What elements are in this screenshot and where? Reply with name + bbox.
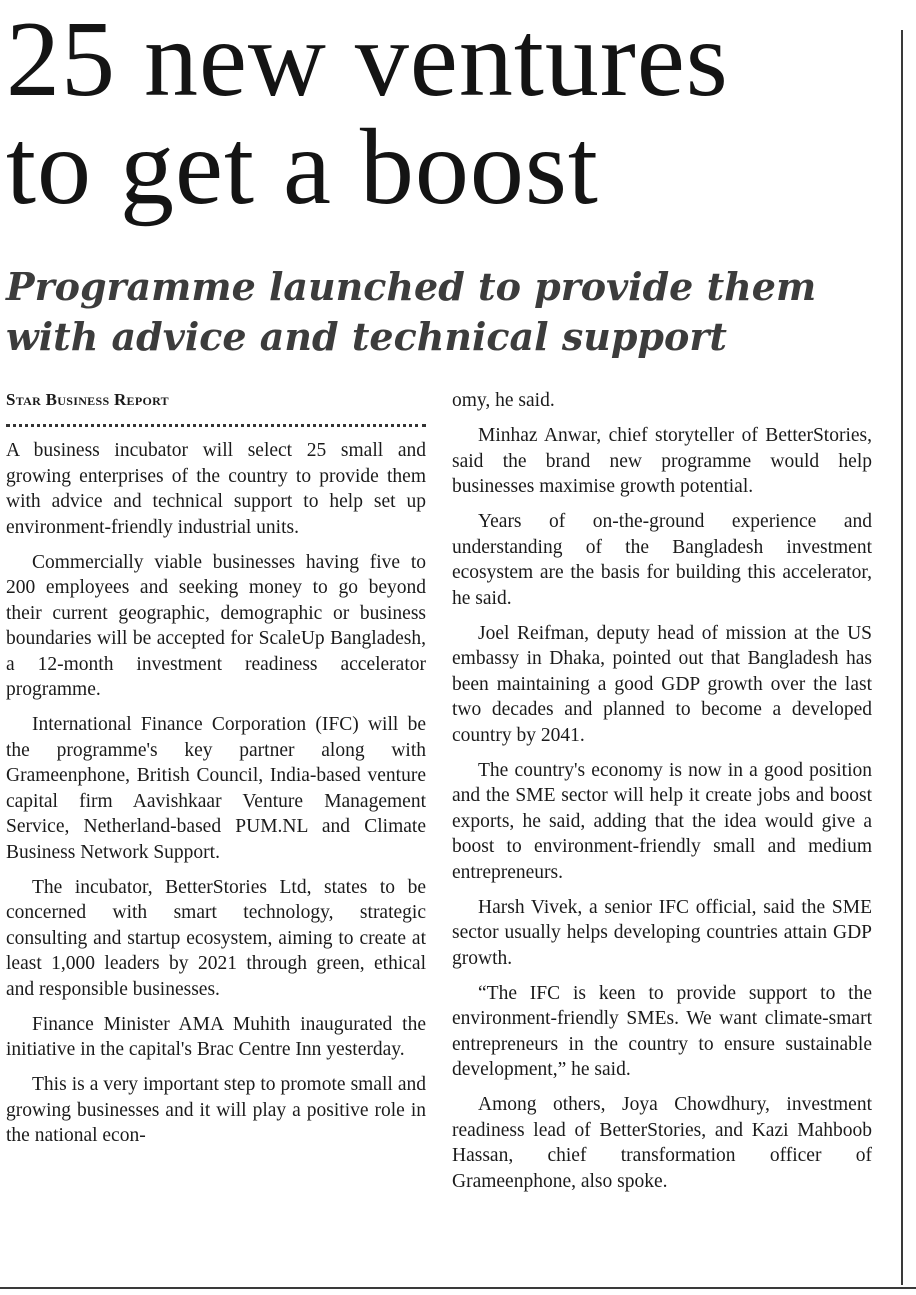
paragraph: “The IFC is keen to provide support to the environment-friendly SMEs. We want climate-smart entrepreneurs in the country to ensure sustainable development,” he said. [452, 982, 872, 1080]
paragraph: Commercially viable businesses having five to 200 employees and seeking money to go beyond their current geographic, demographic or business boundaries will be accepted for ScaleUp Bangladesh, a 12-month investment readiness accelerator programme. [6, 551, 426, 700]
byline-divider [6, 424, 426, 427]
paragraph: This is a very important step to promote small and growing businesses and it will play a positive role in the national econ- [6, 1074, 426, 1146]
paragraph: Finance Minister AMA Muhith inaugurated the initiative in the capital's Brac Centre Inn yesterday. [6, 1013, 426, 1060]
subheadline-line: with advice and technical support [6, 314, 727, 359]
paragraph: International Finance Corporation (IFC) will be the programme's key partner along with Grameenphone, British Council, India-based venture capital firm Aavishkaar Venture Management Service, Netherland-based PUM.NL and Climate Business Network Support. [6, 714, 426, 863]
headline [6, 0, 896, 227]
column-rule-right [901, 30, 903, 1285]
paragraph: The incubator, BetterStories Ltd, states to be concerned with smart technology, strategic consulting and startup ecosystem, aiming to create at least 1,000 leaders by 2021 through green, ethical and responsible businesses. [6, 876, 426, 1000]
page-rule-bottom [0, 1287, 916, 1289]
paragraph: Harsh Vivek, a senior IFC official, said the SME sector usually helps developing countries attain GDP growth. [452, 896, 872, 969]
headline-line: 25 new ventures [6, 0, 729, 119]
paragraph: Years of on-the-ground experience and understanding of the Bangladesh investment ecosystem are the basis for building this accelerator, he said. [452, 511, 872, 609]
paragraph: A business incubator will select 25 small and growing enterprises of the country to provide them with advice and technical support to help set up environment-friendly industrial units. [6, 440, 426, 538]
paragraph: The country's economy is now in a good position and the SME sector will help it create jobs and boost exports, he said, adding that the idea would give a boost to environment-friendly small and medium entrepreneurs. [452, 759, 872, 883]
paragraph: Joel Reifman, deputy head of mission at the US embassy in Dhaka, pointed out that Bangladesh has been maintaining a good GDP growth over the last two decades and planned to become a developed country by 2041. [452, 622, 872, 746]
paragraph: omy, he said. [452, 390, 555, 411]
headline-line: to get a boost [6, 108, 599, 227]
article-column-left [6, 438, 426, 1158]
paragraph: Minhaz Anwar, chief storyteller of BetterStories, said the brand new programme would help businesses maximise growth potential. [452, 425, 872, 497]
article-column-right [452, 388, 872, 1204]
byline: Star Business Report [6, 390, 169, 409]
paragraph: Among others, Joya Chowdhury, investment readiness lead of BetterStories, and Kazi Mahboob Hassan, chief transformation officer of Grameenphone, also spoke. [452, 1094, 872, 1192]
subheadline-line: Programme launched to provide them [6, 264, 817, 309]
subheadline [6, 262, 896, 362]
